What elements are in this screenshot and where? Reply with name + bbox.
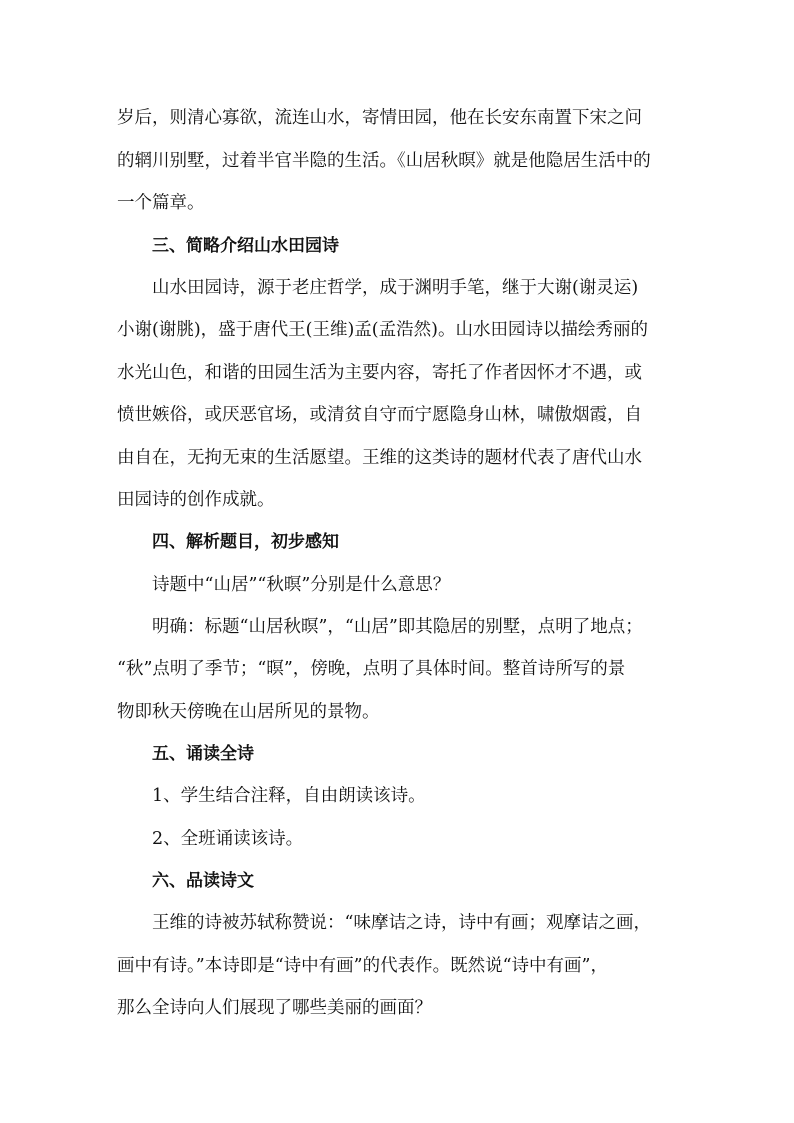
list-item: 2、全班诵读该诗。 xyxy=(152,829,304,849)
paragraph-line: 物即秋天傍晚在山居所见的景物。 xyxy=(117,702,380,722)
paragraph-line: 的辋川别墅，过着半官半隐的生活。《山居秋暝》就是他隐居生活中的 xyxy=(117,151,651,171)
question-line: 诗题中“山居”“秋暝”分别是什么意思？ xyxy=(152,575,451,595)
section-heading: 五、诵读全诗 xyxy=(152,744,254,764)
paragraph-line: 山水田园诗，源于老庄哲学，成于渊明手笔，继于大谢(谢灵运) xyxy=(152,278,639,298)
paragraph-line: 水光山色，和谐的田园生活为主要内容，寄托了作者因怀才不遇，或 xyxy=(117,363,642,383)
paragraph-line: 那么全诗向人们展现了哪些美丽的画面？ xyxy=(117,998,432,1018)
section-heading: 四、解析题目，初步感知 xyxy=(152,532,339,552)
paragraph-line: 小谢(谢朓)，盛于唐代王(王维)孟(孟浩然)。山水田园诗以描绘秀丽的 xyxy=(117,320,648,340)
section-heading: 六、品读诗文 xyxy=(152,871,254,891)
paragraph-line: 王维的诗被苏轼称赞说：“味摩诘之诗，诗中有画；观摩诘之画， xyxy=(152,913,651,933)
paragraph-line: “秋”点明了季节；“暝”，傍晚，点明了具体时间。整首诗所写的景 xyxy=(117,659,626,679)
paragraph-line: 一个篇章。 xyxy=(117,193,205,213)
paragraph-line: 由自在，无拘无束的生活愿望。王维的这类诗的题材代表了唐代山水 xyxy=(117,448,642,468)
paragraph-line: 愤世嫉俗，或厌恶官场，或清贫自守而宁愿隐身山林，啸傲烟霞，自 xyxy=(117,405,642,425)
paragraph-line: 岁后，则清心寡欲，流连山水，寄情田园，他在长安东南置下宋之问 xyxy=(117,108,642,128)
paragraph-line: 画中有诗。”本诗即是“诗中有画”的代表作。既然说“诗中有画”， xyxy=(117,956,608,976)
paragraph-line: 明确：标题“山居秋暝”，“山居”即其隐居的别墅，点明了地点； xyxy=(152,617,643,637)
section-heading: 三、简略介绍山水田园诗 xyxy=(152,236,339,256)
paragraph-line: 田园诗的创作成就。 xyxy=(117,490,275,510)
list-item: 1、学生结合注释，自由朗读该诗。 xyxy=(152,786,426,806)
